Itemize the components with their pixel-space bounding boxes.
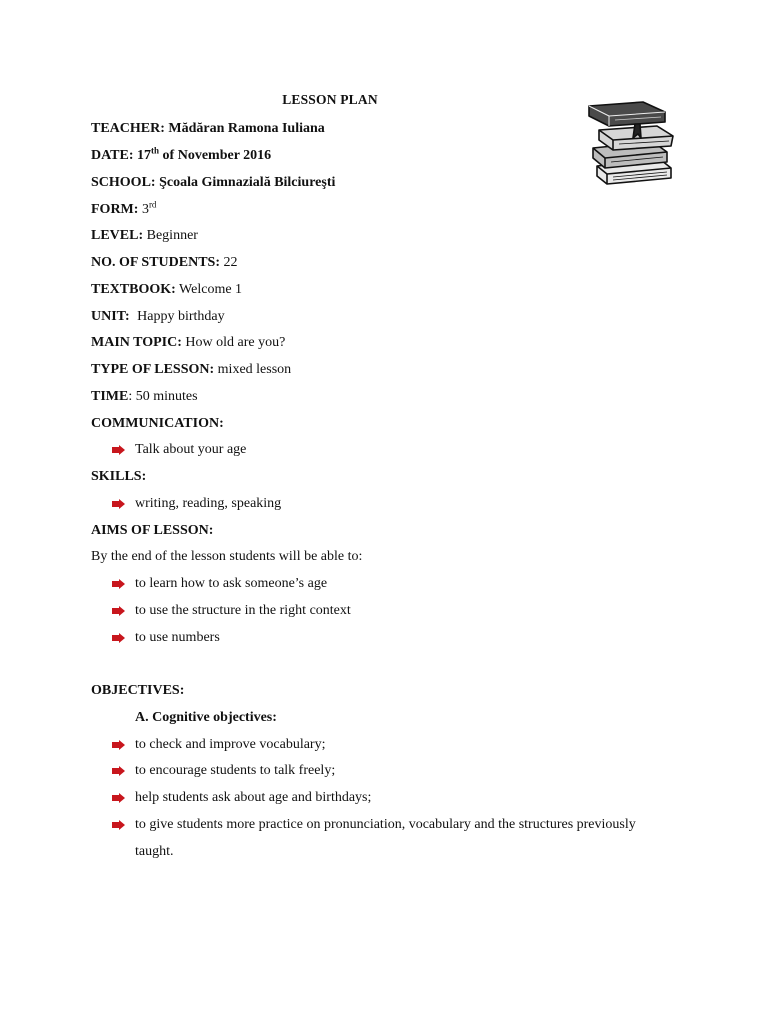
- aims-heading: AIMS OF LESSON:: [91, 523, 214, 538]
- textbook-line: [91, 280, 242, 300]
- teacher-label: TEACHER:: [91, 121, 165, 136]
- red-arrow-bullet-icon: [112, 499, 126, 509]
- textbook-label: TEXTBOOK:: [91, 282, 176, 297]
- objectives-heading: OBJECTIVES:: [91, 683, 185, 698]
- cognitive-objectives-subheading: A. Cognitive objectives:: [135, 710, 277, 725]
- time-line: [91, 387, 198, 407]
- objectives-item: to check and improve vocabulary;: [135, 737, 326, 752]
- date-suffix: th: [151, 145, 160, 156]
- stack-of-books-icon: [583, 98, 679, 188]
- date-label: DATE:: [91, 148, 134, 163]
- form-value: 3: [141, 202, 149, 217]
- objectives-item-continuation: taught.: [135, 844, 174, 859]
- aims-item: to learn how to ask someone’s age: [135, 576, 328, 591]
- school-label: SCHOOL:: [91, 175, 156, 190]
- textbook-value: Welcome 1: [179, 282, 243, 297]
- date-day: 17: [137, 148, 152, 163]
- main-topic-label: MAIN TOPIC:: [91, 335, 182, 350]
- red-arrow-bullet-icon: [112, 445, 126, 455]
- unit-value: Happy birthday: [137, 309, 225, 324]
- lesson-type-label: TYPE OF LESSON:: [91, 362, 215, 377]
- form-line: [91, 200, 156, 220]
- red-arrow-bullet-icon: [112, 633, 126, 643]
- teacher-line: [91, 119, 325, 139]
- form-suffix: rd: [148, 199, 157, 210]
- school-line: [91, 173, 335, 193]
- red-arrow-bullet-icon: [112, 606, 126, 616]
- aims-item: to use numbers: [135, 630, 220, 645]
- date-line: [91, 146, 271, 166]
- students-value: 22: [223, 255, 238, 270]
- lesson-type-value: mixed lesson: [217, 362, 292, 377]
- main-topic-line: [91, 333, 285, 353]
- level-value: Beginner: [146, 228, 198, 243]
- aims-intro: By the end of the lesson students will be able to:: [91, 549, 363, 564]
- level-line: [91, 226, 198, 246]
- objectives-item: help students ask about age and birthdays;: [135, 790, 372, 805]
- communication-item: Talk about your age: [135, 442, 247, 457]
- objectives-item: to encourage students to talk freely;: [135, 763, 336, 778]
- red-arrow-bullet-icon: [112, 740, 126, 750]
- document-title: LESSON PLAN: [282, 92, 378, 107]
- unit-line: [91, 307, 225, 327]
- school-value: Şcoala Gimnazială Bilciureşti: [159, 175, 336, 190]
- objectives-item: to give students more practice on pronunciation, vocabulary and the structures previously: [135, 817, 636, 832]
- red-arrow-bullet-icon: [112, 766, 126, 776]
- teacher-value: Mădăran Ramona Iuliana: [168, 121, 325, 136]
- aims-item: to use the structure in the right context: [135, 603, 351, 618]
- communication-heading: COMMUNICATION:: [91, 416, 224, 431]
- students-line: [91, 253, 238, 273]
- skills-item: writing, reading, speaking: [135, 496, 282, 511]
- unit-label: UNIT:: [91, 309, 130, 324]
- lesson-type-line: [91, 360, 291, 380]
- time-label: TIME: [91, 389, 129, 404]
- red-arrow-bullet-icon: [112, 793, 126, 803]
- date-rest: of November 2016: [162, 148, 272, 163]
- red-arrow-bullet-icon: [112, 579, 126, 589]
- form-label: FORM:: [91, 202, 139, 217]
- students-label: NO. OF STUDENTS:: [91, 255, 221, 270]
- main-topic-value: How old are you?: [185, 335, 286, 350]
- red-arrow-bullet-icon: [112, 820, 126, 830]
- time-value: : 50 minutes: [128, 389, 198, 404]
- skills-heading: SKILLS:: [91, 469, 147, 484]
- level-label: LEVEL:: [91, 228, 144, 243]
